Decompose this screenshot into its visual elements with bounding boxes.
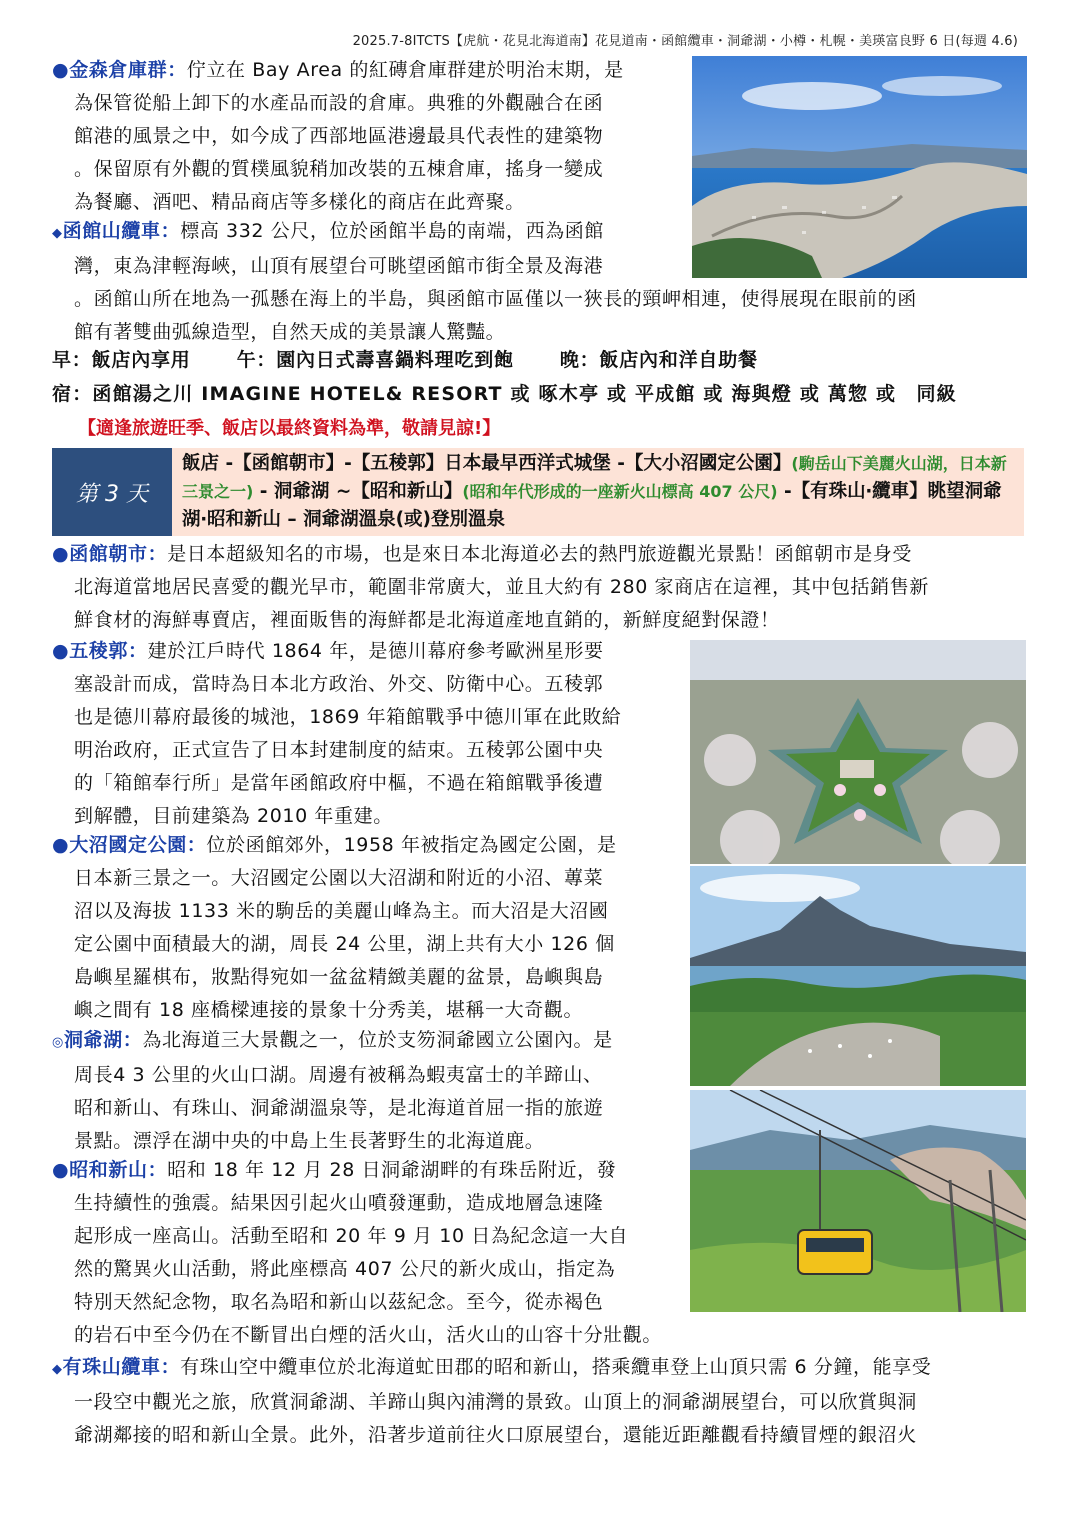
section-line: 一段空中觀光之旅，欣賞洞爺湖、羊蹄山與內浦灣的景致。山頂上的洞爺湖展望台，可以欣賞與洞	[74, 1391, 917, 1413]
section-toya	[52, 1024, 682, 1158]
section-line: 為保管從船上卸下的水產品而設的倉庫。典雅的外觀融合在函	[74, 92, 604, 114]
page-header: 2025.7-8ITCTS【虎航・花見北海道南】花見道南・函館纜車・洞爺湖・小樽・札幌・美瑛富良野 6 日(每週 4.6)	[352, 34, 1018, 49]
photo-usuzan-ropeway	[690, 1090, 1026, 1312]
section-line: 島嶼星羅棋布，妝點得宛如一盆盆精緻美麗的盆景，島嶼與島	[74, 966, 604, 988]
lodging-row: 宿：函館湯之川 IMAGINE HOTEL& RESORT 或 啄木亭 或 平成館 或 海與燈 或 萬惣 或 同級	[52, 383, 957, 405]
itinerary-part: -【有珠山‧纜車】眺望洞爺湖‧昭和新山 – 洞爺湖溫泉(或)登別溫泉	[182, 481, 1002, 530]
section-line: 館港的風景之中，如今成了西部地區港邊最具代表性的建築物	[74, 125, 604, 147]
bullet-icon: ●	[52, 543, 70, 565]
section-goryokaku	[52, 635, 682, 833]
day3-banner	[52, 448, 1024, 536]
section-line: 日本新三景之一。大沼國定公園以大沼湖和附近的小沼、蓴菜	[74, 867, 604, 889]
section-line: 。函館山所在地為一孤懸在海上的半島，與函館市區僅以一狹長的頸岬相連，使得展現在眼前的函	[74, 288, 917, 310]
section-showa-shinzan	[52, 1154, 732, 1352]
bullet-icon: ●	[52, 834, 70, 856]
section-title: 函館朝市：	[69, 543, 168, 565]
section-line: 周長4 3 公里的火山口湖。周邊有被稱為蝦夷富士的羊蹄山、	[74, 1064, 603, 1086]
section-line: 為北海道三大景觀之一，位於支笏洞爺國立公園內。是	[142, 1029, 613, 1051]
section-line: 的「箱館奉行所」是當年函館政府中樞，不過在箱館戰爭後遭	[74, 772, 604, 794]
section-line: 有珠山空中纜車位於北海道虻田郡的昭和新山，搭乘纜車登上山頂只需 6 分鐘，能享受	[180, 1356, 932, 1378]
day3-itinerary	[182, 450, 1016, 534]
section-line: 也是德川幕府最後的城池，1869 年箱館戰爭中德川軍在此敗給	[74, 706, 622, 728]
section-line: 。保留原有外觀的質樸風貌稍加改裝的五棟倉庫，搖身一變成	[74, 158, 604, 180]
section-line: 景點。漂浮在湖中央的中島上生長著野生的北海道鹿。	[74, 1130, 545, 1152]
section-line: 佇立在 Bay Area 的紅磚倉庫群建於明治末期，是	[186, 59, 624, 81]
section-title: 金森倉庫群：	[69, 59, 187, 81]
section-line: 塞設計而成，當時為日本北方政治、外交、防衛中心。五稜郭	[74, 673, 604, 695]
photo-goryokaku	[690, 640, 1026, 864]
section-line: 昭和 18 年 12 月 28 日洞爺湖畔的有珠岳附近，發	[167, 1159, 617, 1181]
section-line: 北海道當地居民喜愛的觀光早市，範圍非常廣大，並且大約有 280 家商店在這裡，其中包括銷售新	[74, 576, 929, 598]
meals-row	[52, 344, 758, 377]
section-line: 起形成一座高山。活動至昭和 20 年 9 月 10 日為紀念這一大自	[74, 1225, 629, 1247]
circle-bullet-icon: ◎	[52, 1035, 64, 1050]
itinerary-part: 飯店 -【函館朝市】-【五稜郭】日本最早西洋式城堡 -【大小沼國定公園】	[182, 453, 792, 474]
section-title: 有珠山纜車：	[62, 1356, 181, 1378]
section-line: 嶼之間有 18 座橋樑連接的景象十分秀美，堪稱一大奇觀。	[74, 999, 584, 1021]
itinerary-note: (昭和年代形成的一座新火山標高 407 公尺)	[462, 482, 778, 501]
section-line: 為餐廳、酒吧、精品商店等多樣化的商店在此齊聚。	[74, 191, 525, 213]
bullet-icon: ●	[52, 59, 70, 81]
section-line: 灣，東為津輕海峽，山頂有展望台可眺望函館市街全景及海港	[74, 255, 604, 277]
meal-breakfast: 早：飯店內享用	[52, 349, 191, 371]
section-line: 生持續性的強震。結果因引起火山噴發運動，造成地層急速隆	[74, 1192, 604, 1214]
section-line: 建於江戶時代 1864 年，是德川幕府參考歐洲星形要	[147, 640, 604, 662]
diamond-bullet-icon: ◆	[52, 1362, 63, 1377]
section-title: 大沼國定公園：	[69, 834, 207, 856]
photo-onuma-park	[690, 866, 1026, 1086]
meal-lunch: 午：園內日式壽喜鍋料理吃到飽	[236, 349, 514, 371]
section-line: 特別天然紀念物，取名為昭和新山以茲紀念。至今，從赤褐色	[74, 1291, 604, 1313]
section-line: 沼以及海拔 1133 米的駒岳的美麗山峰為主。而大沼是大沼國	[74, 900, 609, 922]
section-kanemori	[52, 54, 682, 219]
bullet-icon: ●	[52, 640, 70, 662]
hotel-notice: 【適逢旅遊旺季、飯店以最終資料為準，敬請見諒!】	[78, 418, 501, 439]
bullet-icon: ●	[52, 1159, 70, 1181]
section-onuma	[52, 829, 682, 1027]
section-line: 位於函館郊外，1958 年被指定為國定公園，是	[206, 834, 617, 856]
section-line: 到解體，目前建築為 2010 年重建。	[74, 805, 393, 827]
section-title: 洞爺湖：	[63, 1029, 143, 1051]
section-usuzan-ropeway	[52, 1351, 1027, 1452]
itinerary-note: (駒岳山下美麗火山湖，日本新三景之一)	[182, 454, 1007, 501]
section-title: 昭和新山：	[69, 1159, 168, 1181]
section-line: 館有著雙曲弧線造型，自然天成的美景讓人驚豔。	[74, 321, 506, 343]
section-line: 然的驚異火山活動，將此座標高 407 公尺的新火成山，指定為	[74, 1258, 616, 1280]
section-asaichi	[52, 538, 1027, 637]
meal-dinner: 晚：飯店內和洋自助餐	[559, 349, 758, 371]
section-title: 五稜郭：	[69, 640, 148, 662]
photo-hakodate-harbor	[692, 56, 1027, 278]
section-line: 的岩石中至今仍在不斷冒出白煙的活火山，活火山的山容十分壯觀。	[74, 1324, 663, 1346]
section-line: 是日本超級知名的市場，也是來日本北海道必去的熱門旅遊觀光景點！函館朝市是身受	[167, 543, 913, 565]
diamond-bullet-icon: ◆	[52, 226, 63, 241]
section-line: 定公園中面積最大的湖，周長 24 公里，湖上共有大小 126 個	[74, 933, 615, 955]
section-title: 函館山纜車：	[62, 220, 181, 242]
section-line: 標高 332 公尺，位於函館半島的南端，西為函館	[180, 220, 604, 242]
section-line: 昭和新山、有珠山、洞爺湖溫泉等，是北海道首屈一指的旅遊	[74, 1097, 604, 1119]
section-line: 明治政府，正式宣告了日本封建制度的結束。五稜郭公園中央	[74, 739, 604, 761]
section-line: 鮮食材的海鮮專賣店，裡面販售的海鮮都是北海道產地直銷的，新鮮度絕對保證！	[74, 609, 780, 631]
itinerary-part: - 洞爺湖 ~【昭和新山】	[253, 481, 463, 502]
day-label: 第 3 天	[52, 448, 172, 536]
section-line: 爺湖鄰接的昭和新山全景。此外，沿著步道前往火口原展望台，還能近距離觀看持續冒煙的銀沼火	[74, 1424, 917, 1446]
